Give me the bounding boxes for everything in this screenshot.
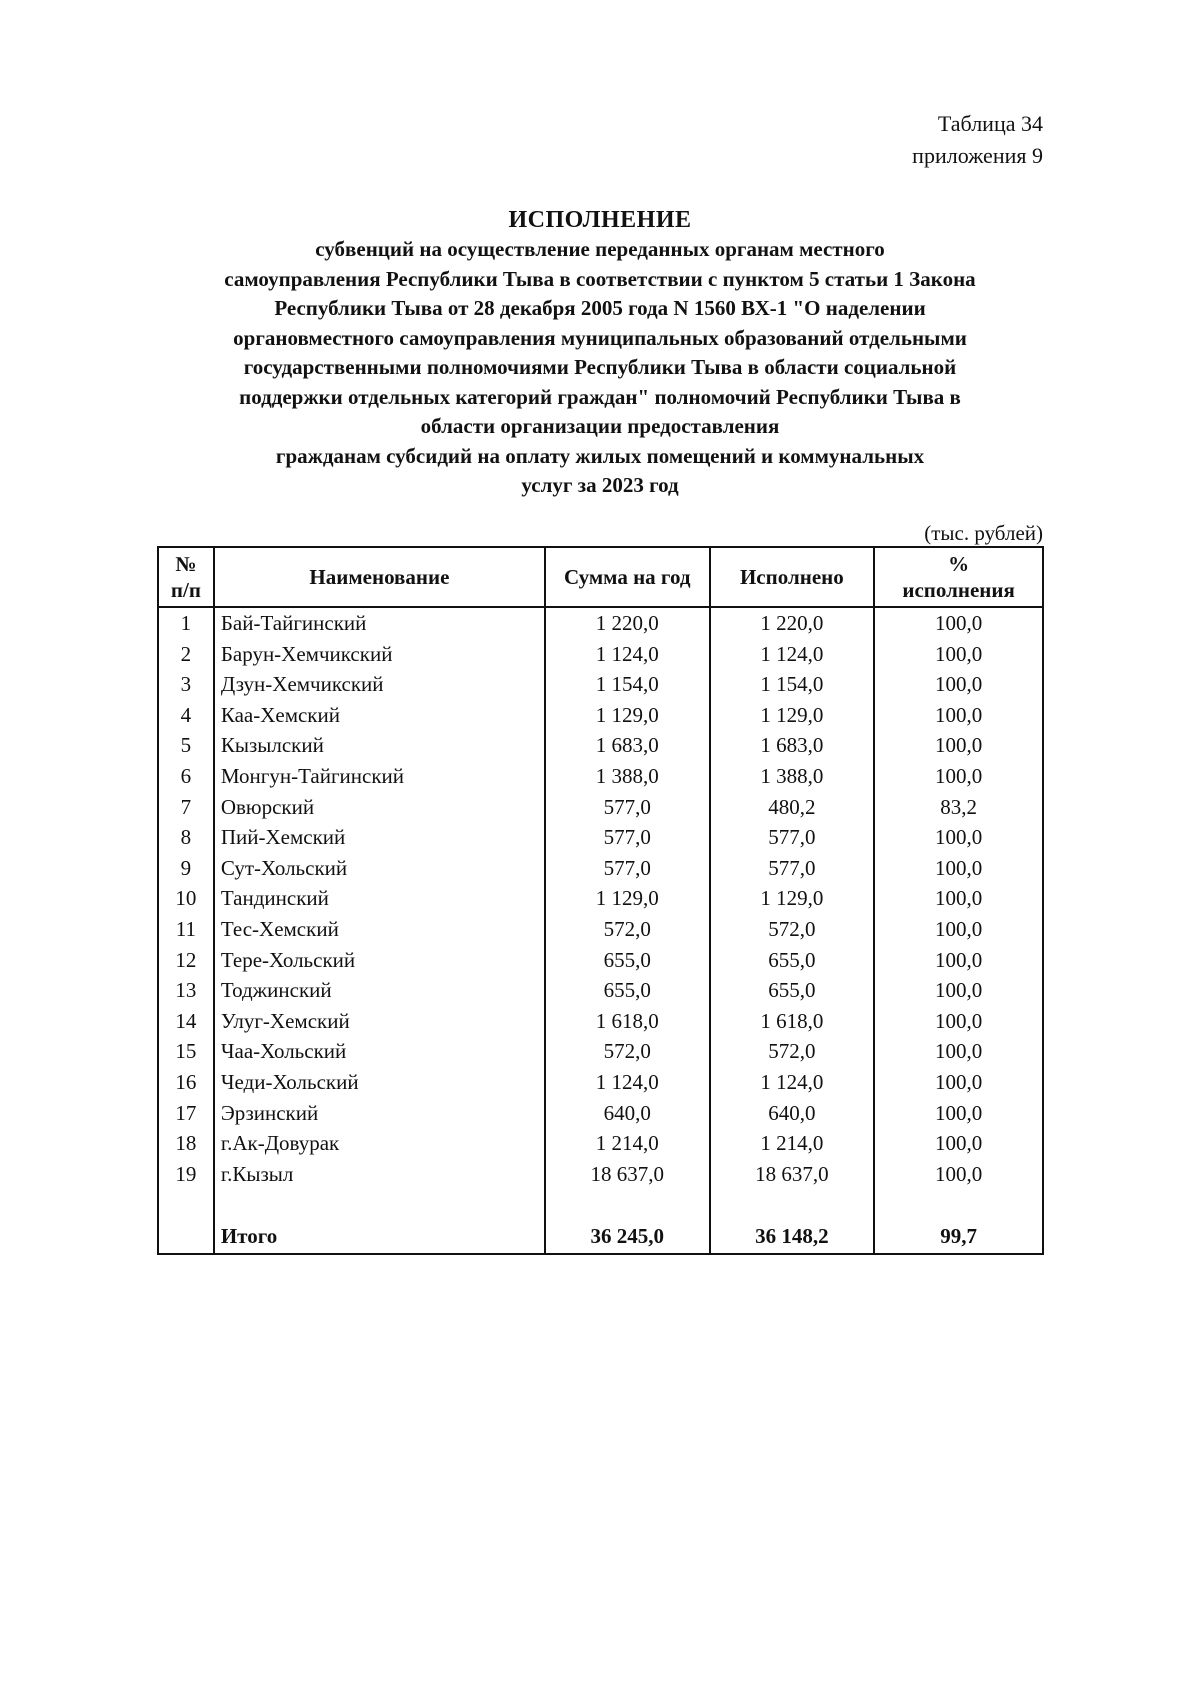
cell-pct: 100,0 (874, 914, 1043, 945)
total-cell-pct: 99,7 (874, 1221, 1043, 1254)
table-row (158, 1128, 1043, 1159)
cell-done: 640,0 (710, 1098, 875, 1129)
cell-num: 6 (158, 761, 214, 792)
cell-done: 1 618,0 (710, 1006, 875, 1037)
cell-name: г.Ак-Довурак (214, 1128, 545, 1159)
cell-name: Пий-Хемский (214, 822, 545, 853)
table-header-row (158, 547, 1043, 607)
cell-sum: 577,0 (545, 853, 710, 884)
subtitle-line: гражданам субсидий на оплату жилых помещений и коммунальных (275, 443, 925, 468)
cell-done: 1 388,0 (710, 761, 875, 792)
table-row (158, 669, 1043, 700)
cell-sum: 1 683,0 (545, 730, 710, 761)
total-cell-done: 36 148,2 (710, 1221, 875, 1254)
cell-name: Тандинский (214, 883, 545, 914)
header-percent-symbol: % (948, 552, 970, 576)
cell-pct: 100,0 (874, 1006, 1043, 1037)
cell-name: Тес-Хемский (214, 914, 545, 945)
total-cell-num (158, 1221, 214, 1254)
spacer-row (158, 1189, 1043, 1221)
cell-name: Тоджинский (214, 975, 545, 1006)
cell-done: 572,0 (710, 1036, 875, 1067)
header-done: Исполнено (710, 547, 875, 607)
cell-name: Чеди-Хольский (214, 1067, 545, 1098)
cell-pct: 100,0 (874, 975, 1043, 1006)
cell-pct: 100,0 (874, 761, 1043, 792)
cell-done: 1 129,0 (710, 700, 875, 731)
cell-sum: 577,0 (545, 822, 710, 853)
cell-num: 12 (158, 945, 214, 976)
subtitle-line: самоуправления Республики Тыва в соответствии с пунктом 5 статьи 1 Закона (224, 266, 976, 291)
cell-pct: 100,0 (874, 669, 1043, 700)
cell-pct: 100,0 (874, 1067, 1043, 1098)
table-row (158, 1067, 1043, 1098)
cell-num: 11 (158, 914, 214, 945)
cell-name: г.Кызыл (214, 1159, 545, 1190)
cell-num: 5 (158, 730, 214, 761)
table-row (158, 883, 1043, 914)
cell-done: 1 154,0 (710, 669, 875, 700)
cell-pct: 100,0 (874, 730, 1043, 761)
cell-sum: 1 154,0 (545, 669, 710, 700)
cell-num: 19 (158, 1159, 214, 1190)
table-row (158, 975, 1043, 1006)
cell-sum: 655,0 (545, 945, 710, 976)
cell-sum: 572,0 (545, 914, 710, 945)
cell-sum: 640,0 (545, 1098, 710, 1129)
cell-done: 1 214,0 (710, 1128, 875, 1159)
cell-num: 2 (158, 639, 214, 670)
cell-name: Бай-Тайгинский (214, 607, 545, 639)
cell-pct: 83,2 (874, 792, 1043, 823)
cell-done: 577,0 (710, 822, 875, 853)
cell-pct: 100,0 (874, 853, 1043, 884)
cell-name: Сут-Хольский (214, 853, 545, 884)
cell-sum: 1 129,0 (545, 700, 710, 731)
cell-pct: 100,0 (874, 700, 1043, 731)
cell-sum: 572,0 (545, 1036, 710, 1067)
cell-num: 1 (158, 607, 214, 639)
header-name: Наименование (214, 547, 545, 607)
cell-done: 1 220,0 (710, 607, 875, 639)
document-title: ИСПОЛНЕНИЕ (508, 207, 692, 233)
table-row (158, 639, 1043, 670)
cell-num: 18 (158, 1128, 214, 1159)
cell-done: 655,0 (710, 945, 875, 976)
cell-pct: 100,0 (874, 1036, 1043, 1067)
cell-pct: 100,0 (874, 607, 1043, 639)
cell-sum: 1 124,0 (545, 639, 710, 670)
cell-num: 3 (158, 669, 214, 700)
cell-num: 16 (158, 1067, 214, 1098)
table-row (158, 853, 1043, 884)
cell-name: Барун-Хемчикский (214, 639, 545, 670)
cell-name: Овюрский (214, 792, 545, 823)
cell-name: Тере-Хольский (214, 945, 545, 976)
header-sum: Сумма на год (545, 547, 710, 607)
cell-name: Чаа-Хольский (214, 1036, 545, 1067)
table-row (158, 607, 1043, 639)
cell-name: Улуг-Хемский (214, 1006, 545, 1037)
cell-name: Дзун-Хемчикский (214, 669, 545, 700)
cell-num: 8 (158, 822, 214, 853)
subtitle-line: органовместного самоуправления муниципальных образований отдельными (233, 325, 967, 350)
cell-num: 15 (158, 1036, 214, 1067)
cell-done: 655,0 (710, 975, 875, 1006)
cell-name: Кызылский (214, 730, 545, 761)
spacer-cell (158, 1189, 214, 1221)
table-row (158, 945, 1043, 976)
table-row (158, 761, 1043, 792)
cell-sum: 1 220,0 (545, 607, 710, 639)
table-body (158, 607, 1043, 1254)
spacer-cell (214, 1189, 545, 1221)
table-row (158, 792, 1043, 823)
cell-done: 1 124,0 (710, 1067, 875, 1098)
cell-pct: 100,0 (874, 822, 1043, 853)
cell-pct: 100,0 (874, 1128, 1043, 1159)
table-row (158, 730, 1043, 761)
cell-num: 4 (158, 700, 214, 731)
cell-num: 14 (158, 1006, 214, 1037)
header-number (158, 547, 214, 607)
execution-table (157, 546, 1044, 1255)
table-row (158, 700, 1043, 731)
cell-done: 18 637,0 (710, 1159, 875, 1190)
cell-sum: 655,0 (545, 975, 710, 1006)
spacer-cell (874, 1189, 1043, 1221)
subtitle-line: государственными полномочиями Республики Тыва в области социальной (243, 355, 957, 379)
spacer-cell (545, 1189, 710, 1221)
units-note: (тыс. рублей) (924, 521, 1043, 545)
total-row (158, 1221, 1043, 1254)
cell-pct: 100,0 (874, 1159, 1043, 1190)
cell-done: 577,0 (710, 853, 875, 884)
cell-pct: 100,0 (874, 639, 1043, 670)
header-percent-label: исполнения (902, 578, 1015, 602)
document-subtitle (120, 235, 1080, 501)
header-number-symbol: № (175, 552, 197, 576)
subtitle-line: поддержки отдельных категорий граждан" полномочий Республики Тыва в (239, 384, 961, 409)
table-row (158, 1006, 1043, 1037)
cell-name: Эрзинский (214, 1098, 545, 1129)
cell-done: 572,0 (710, 914, 875, 945)
cell-sum: 1 618,0 (545, 1006, 710, 1037)
cell-done: 1 124,0 (710, 639, 875, 670)
cell-pct: 100,0 (874, 945, 1043, 976)
cell-num: 17 (158, 1098, 214, 1129)
cell-pct: 100,0 (874, 1098, 1043, 1129)
subtitle-line: области организации предоставления (420, 414, 780, 438)
cell-sum: 1 129,0 (545, 883, 710, 914)
subtitle-line: субвенций на осуществление переданных органам местного (315, 237, 885, 261)
table-row (158, 1098, 1043, 1129)
total-cell-sum: 36 245,0 (545, 1221, 710, 1254)
cell-name: Каа-Хемский (214, 700, 545, 731)
cell-sum: 1 124,0 (545, 1067, 710, 1098)
cell-name: Монгун-Тайгинский (214, 761, 545, 792)
cell-done: 480,2 (710, 792, 875, 823)
cell-pct: 100,0 (874, 883, 1043, 914)
cell-sum: 577,0 (545, 792, 710, 823)
header-number-label: п/п (170, 578, 201, 602)
spacer-cell (710, 1189, 875, 1221)
table-row (158, 1159, 1043, 1190)
appendix-reference: приложения 9 (912, 143, 1043, 168)
header-percent (874, 547, 1043, 607)
cell-done: 1 683,0 (710, 730, 875, 761)
cell-num: 9 (158, 853, 214, 884)
total-cell-name: Итого (214, 1221, 545, 1254)
cell-sum: 1 388,0 (545, 761, 710, 792)
cell-num: 13 (158, 975, 214, 1006)
cell-sum: 18 637,0 (545, 1159, 710, 1190)
cell-num: 10 (158, 883, 214, 914)
table-row (158, 1036, 1043, 1067)
cell-sum: 1 214,0 (545, 1128, 710, 1159)
table-row (158, 822, 1043, 853)
cell-num: 7 (158, 792, 214, 823)
table-row (158, 914, 1043, 945)
title-block (120, 205, 1080, 501)
subtitle-line: Республики Тыва от 28 декабря 2005 года N 1560 ВХ-1 "О наделении (274, 296, 926, 320)
subtitle-line: услуг за 2023 год (521, 473, 679, 497)
cell-done: 1 129,0 (710, 883, 875, 914)
table-reference: Таблица 34 (937, 111, 1043, 136)
